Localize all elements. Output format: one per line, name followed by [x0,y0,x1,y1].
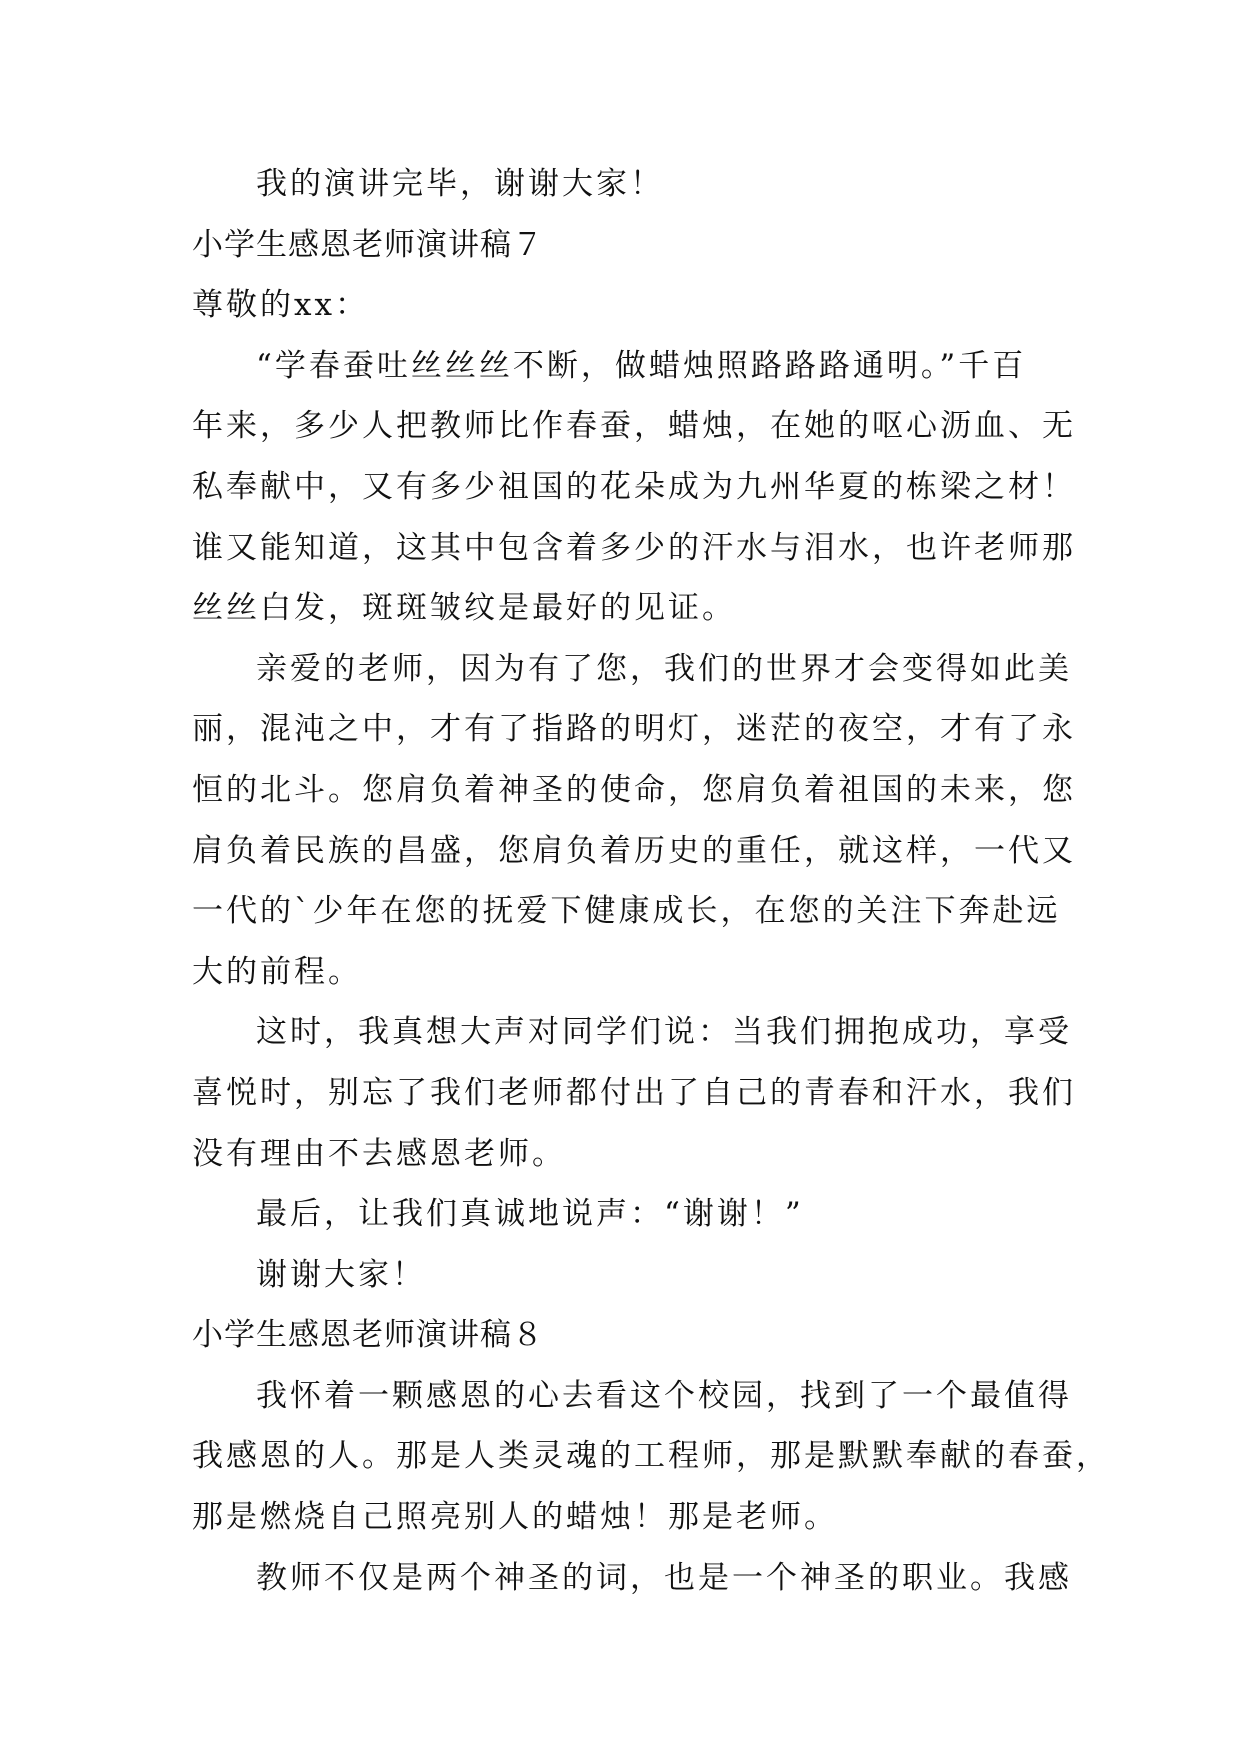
paragraph-line: 谢谢大家！ [256,1256,426,1293]
document-body [192,154,1110,1608]
paragraph-line: 我怀着一颗感恩的心去看这个校园，找到了一个最值得 [256,1377,1072,1414]
paragraph-line: 我的演讲完毕，谢谢大家！ [256,166,664,202]
section-heading: 小学生感恩老师演讲稿７ [192,226,544,263]
paragraph-line: 大的前程。 [192,953,362,990]
paragraph-line: 丝丝白发，斑斑皱纹是最好的见证。 [192,590,736,627]
paragraph-line: 喜悦时，别忘了我们老师都付出了自己的青春和汗水，我们 [192,1074,1076,1111]
paragraph-line: 谁又能知道，这其中包含着多少的汗水与泪水，也许老师那 [192,529,1076,566]
paragraph-line: 没有理由不去感恩老师。 [192,1135,566,1172]
paragraph-line: “学春蚕吐丝丝丝不断，做蜡烛照路路路通明。”千百 [256,347,1027,384]
paragraph-line: 尊敬的xx： [192,287,369,324]
paragraph-line: 这时，我真想大声对同学们说：当我们拥抱成功，享受 [256,1014,1072,1051]
paragraph-line: 教师不仅是两个神圣的词，也是一个神圣的职业。我感 [256,1559,1072,1596]
paragraph-line: 一代的`少年在您的抚爱下健康成长，在您的关注下奔赴远 [192,893,1061,930]
paragraph-line: 亲爱的老师，因为有了您，我们的世界才会变得如此美 [256,650,1072,687]
paragraph-line: 年来，多少人把教师比作春蚕，蜡烛，在她的呕心沥血、无 [192,408,1076,445]
paragraph-line: 那是燃烧自己照亮别人的蜡烛！那是老师。 [192,1499,838,1536]
paragraph-line: 肩负着民族的昌盛，您肩负着历史的重任，就这样，一代又 [192,832,1076,869]
paragraph-line: 丽，混沌之中，才有了指路的明灯，迷茫的夜空，才有了永 [192,711,1076,748]
paragraph-line: 恒的北斗。您肩负着神圣的使命，您肩负着祖国的未来，您 [192,771,1076,808]
paragraph-line: 我感恩的人。那是人类灵魂的工程师，那是默默奉献的春蚕， [192,1438,1110,1475]
section-heading: 小学生感恩老师演讲稿８ [192,1317,544,1354]
paragraph-line: 最后，让我们真诚地说声：“谢谢！” [256,1196,804,1233]
paragraph-line: 私奉献中，又有多少祖国的花朵成为九州华夏的栋梁之材！ [192,468,1076,505]
